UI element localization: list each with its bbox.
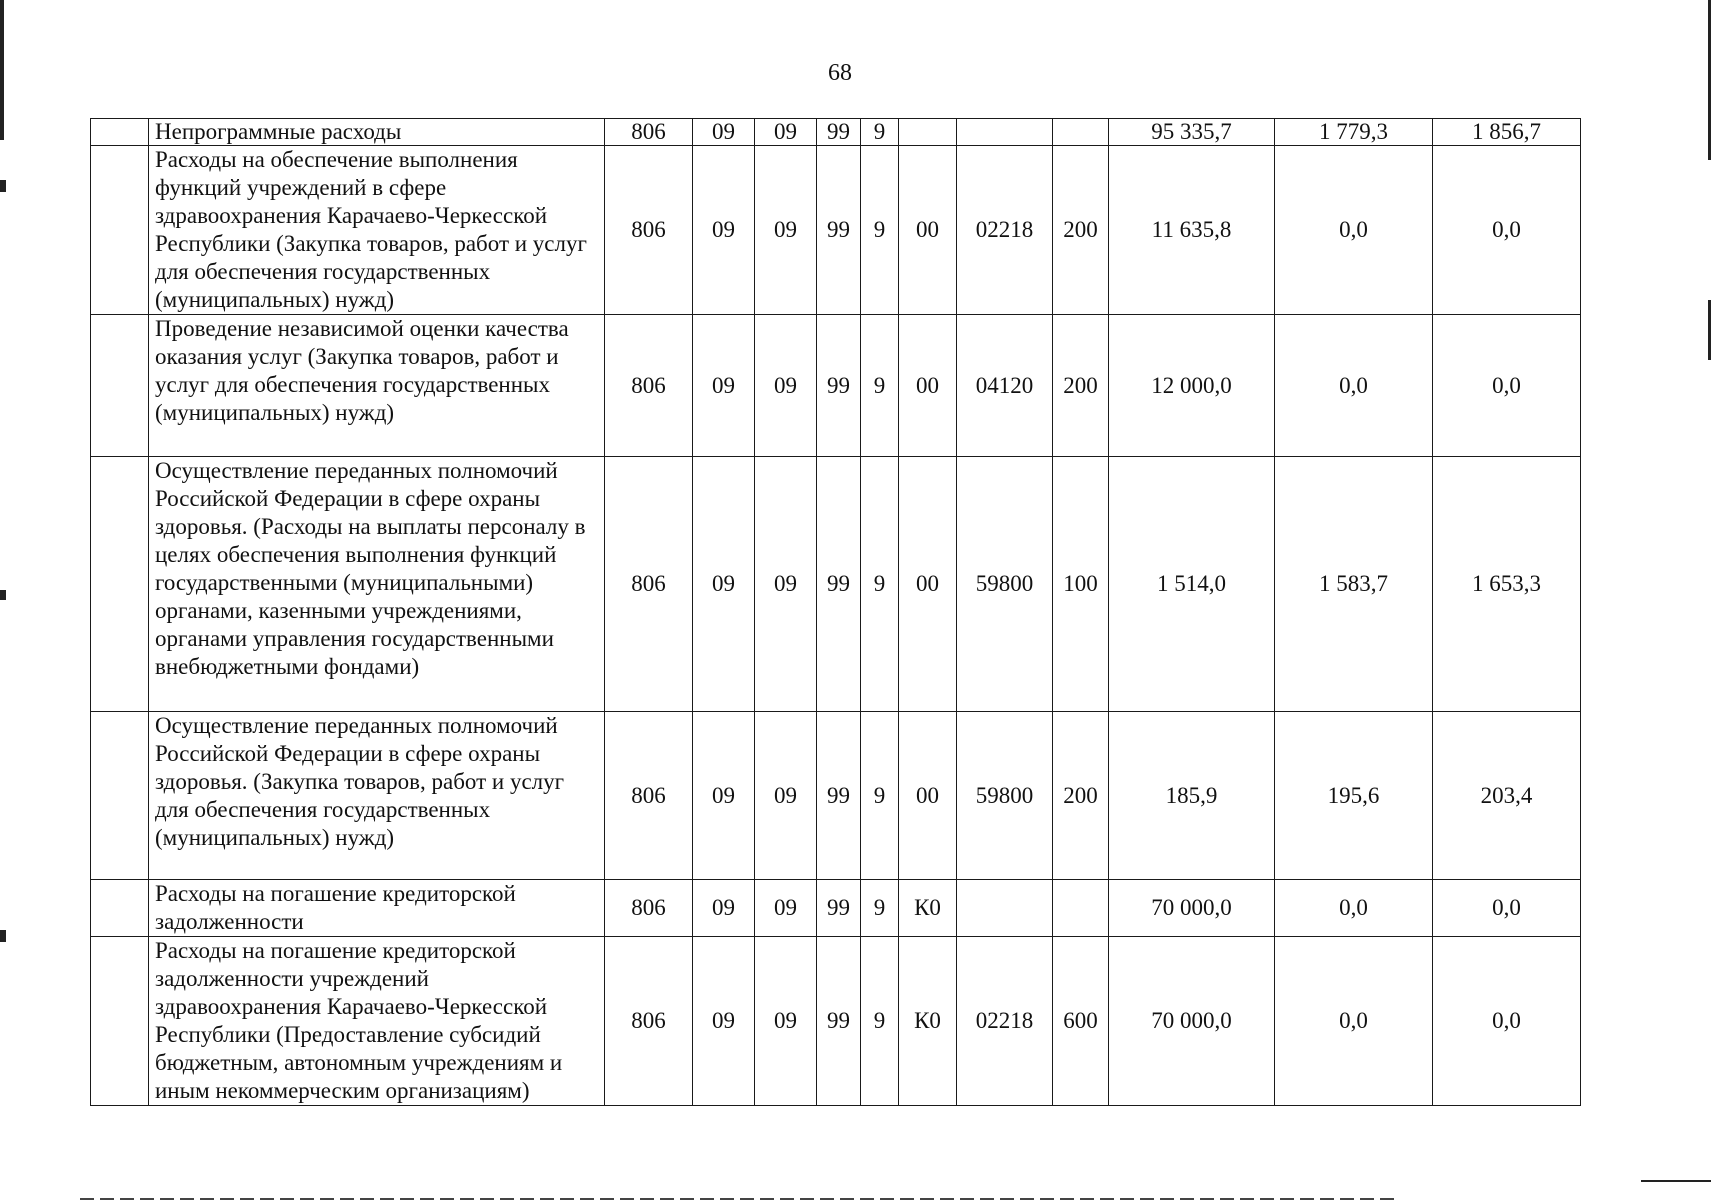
amount-year-3-cell: 1 856,7 [1433,119,1581,146]
direction-code-cell: К0 [899,880,957,937]
amount-year-2-cell: 195,6 [1275,712,1433,880]
article-code-cell: 04120 [957,315,1053,457]
amount-year-3-cell: 0,0 [1433,880,1581,937]
expense-type-code-cell [1053,880,1109,937]
amount-year-2-cell: 1 779,3 [1275,119,1433,146]
description-cell: Осуществление переданных полномочий Российской Федерации в сфере охраны здоровья. (Расходы на выплаты персоналу в целях обеспечения выполнения функций государственными (муниципальными) органами, казенными учреждениями, органами управления государственными внебюджетными фондами) [149,457,605,712]
amount-year-3-cell: 0,0 [1433,315,1581,457]
scan-edge-mark [0,930,6,942]
expense-type-code-cell [1053,119,1109,146]
amount-year-2-cell: 0,0 [1275,880,1433,937]
description-cell: Осуществление переданных полномочий Российской Федерации в сфере охраны здоровья. (Закупка товаров, работ и услуг для обеспечения государственных (муниципальных) нужд) [149,712,605,880]
amount-year-1-cell: 95 335,7 [1109,119,1275,146]
program-code-cell: 99 [817,315,861,457]
subsection-code-cell: 09 [755,880,817,937]
direction-code-cell: К0 [899,937,957,1106]
subprogram-code-cell: 9 [861,146,899,315]
table-row [91,937,1581,1106]
subsection-code-cell: 09 [755,712,817,880]
amount-year-1-cell: 1 514,0 [1109,457,1275,712]
program-code-cell: 99 [817,119,861,146]
subprogram-code-cell: 9 [861,880,899,937]
subprogram-code-cell: 9 [861,457,899,712]
admin-code-cell: 806 [605,146,693,315]
table-row [91,315,1581,457]
expense-type-code-cell: 100 [1053,457,1109,712]
amount-year-1-cell: 11 635,8 [1109,146,1275,315]
blank-cell [91,146,149,315]
page-number: 68 [828,60,852,86]
program-code-cell: 99 [817,457,861,712]
blank-cell [91,315,149,457]
admin-code-cell: 806 [605,712,693,880]
admin-code-cell: 806 [605,457,693,712]
description-cell: Проведение независимой оценки качества оказания услуг (Закупка товаров, работ и услуг для обеспечения государственных (муниципальных) нужд) [149,315,605,457]
subsection-code-cell: 09 [755,146,817,315]
article-code-cell: 59800 [957,457,1053,712]
blank-cell [91,937,149,1106]
expense-type-code-cell: 200 [1053,712,1109,880]
article-code-cell: 59800 [957,712,1053,880]
subprogram-code-cell: 9 [861,315,899,457]
amount-year-3-cell: 203,4 [1433,712,1581,880]
article-code-cell [957,880,1053,937]
subprogram-code-cell: 9 [861,937,899,1106]
budget-table [90,118,1581,1106]
subsection-code-cell: 09 [755,937,817,1106]
article-code-cell: 02218 [957,146,1053,315]
section-code-cell: 09 [693,119,755,146]
section-code-cell: 09 [693,457,755,712]
subprogram-code-cell: 9 [861,712,899,880]
subsection-code-cell: 09 [755,119,817,146]
section-code-cell: 09 [693,880,755,937]
description-cell: Расходы на погашение кредиторской задолженности [149,880,605,937]
amount-year-1-cell: 12 000,0 [1109,315,1275,457]
amount-year-3-cell: 1 653,3 [1433,457,1581,712]
section-code-cell: 09 [693,937,755,1106]
amount-year-2-cell: 1 583,7 [1275,457,1433,712]
table-row [91,457,1581,712]
amount-year-3-cell: 0,0 [1433,146,1581,315]
blank-cell [91,880,149,937]
direction-code-cell: 00 [899,315,957,457]
admin-code-cell: 806 [605,880,693,937]
amount-year-3-cell: 0,0 [1433,937,1581,1106]
blank-cell [91,119,149,146]
subprogram-code-cell: 9 [861,119,899,146]
amount-year-1-cell: 70 000,0 [1109,880,1275,937]
scan-edge-mark [0,590,6,600]
expense-type-code-cell: 600 [1053,937,1109,1106]
article-code-cell: 02218 [957,937,1053,1106]
program-code-cell: 99 [817,712,861,880]
admin-code-cell: 806 [605,315,693,457]
program-code-cell: 99 [817,880,861,937]
direction-code-cell: 00 [899,457,957,712]
subsection-code-cell: 09 [755,457,817,712]
program-code-cell: 99 [817,146,861,315]
scan-edge-mark [1641,1180,1711,1182]
amount-year-2-cell: 0,0 [1275,315,1433,457]
admin-code-cell: 806 [605,119,693,146]
description-cell: Непрограммные расходы [149,119,605,146]
direction-code-cell [899,119,957,146]
scan-edge-mark [0,180,6,192]
table-row [91,712,1581,880]
blank-cell [91,457,149,712]
amount-year-2-cell: 0,0 [1275,146,1433,315]
amount-year-1-cell: 70 000,0 [1109,937,1275,1106]
amount-year-2-cell: 0,0 [1275,937,1433,1106]
section-code-cell: 09 [693,712,755,880]
expense-type-code-cell: 200 [1053,315,1109,457]
amount-year-1-cell: 185,9 [1109,712,1275,880]
section-code-cell: 09 [693,315,755,457]
expense-type-code-cell: 200 [1053,146,1109,315]
table-row [91,880,1581,937]
description-cell: Расходы на обеспечение выполнения функций учреждений в сфере здравоохранения Карачаево-Черкесской Республики (Закупка товаров, работ и услуг для обеспечения государственных (муниципальных) нужд) [149,146,605,315]
direction-code-cell: 00 [899,146,957,315]
description-cell: Расходы на погашение кредиторской задолженности учреждений здравоохранения Карачаево-Черкесской Республики (Предоставление субсидий бюджетным, автономным учреждениям и иным некоммерческим организациям) [149,937,605,1106]
direction-code-cell: 00 [899,712,957,880]
program-code-cell: 99 [817,937,861,1106]
table-row [91,119,1581,146]
table-row [91,146,1581,315]
section-code-cell: 09 [693,146,755,315]
subsection-code-cell: 09 [755,315,817,457]
blank-cell [91,712,149,880]
article-code-cell [957,119,1053,146]
admin-code-cell: 806 [605,937,693,1106]
